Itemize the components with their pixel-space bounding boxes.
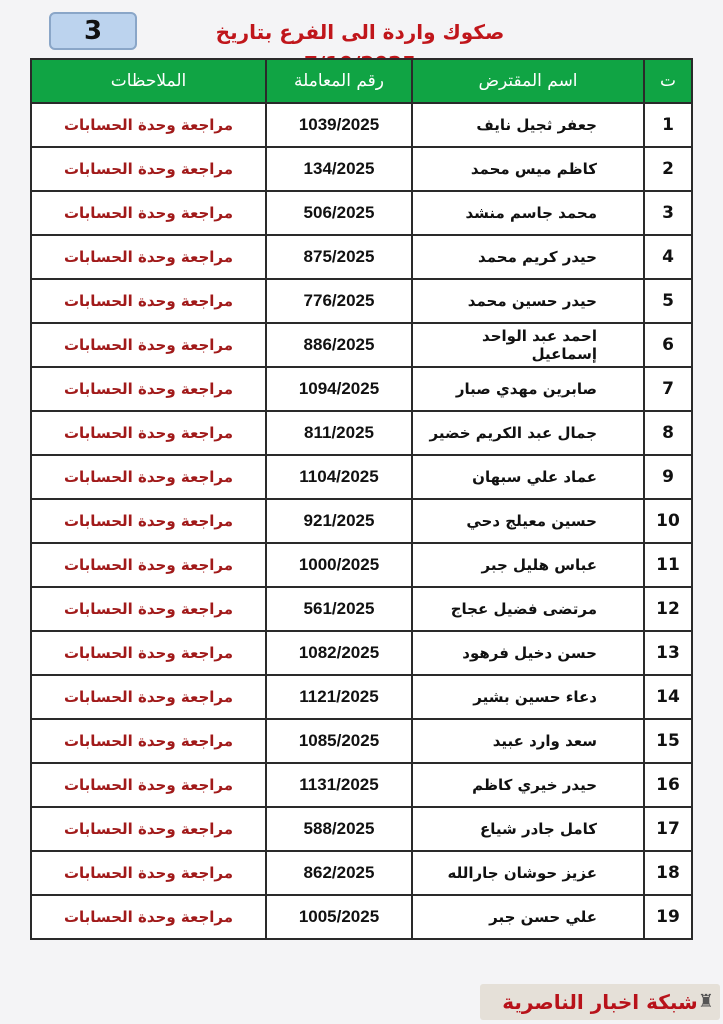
row-index: 12 (644, 587, 692, 631)
table-row (31, 587, 692, 631)
table-row (31, 675, 692, 719)
transaction-number: 921/2025 (266, 499, 412, 543)
row-index: 9 (644, 455, 692, 499)
row-index: 14 (644, 675, 692, 719)
row-index: 11 (644, 543, 692, 587)
table-row (31, 719, 692, 763)
transaction-number: 1104/2025 (266, 455, 412, 499)
row-note: مراجعة وحدة الحسابات (31, 543, 266, 587)
header-idx: ت (644, 59, 692, 103)
table-row (31, 367, 692, 411)
row-note: مراجعة وحدة الحسابات (31, 323, 266, 367)
row-index: 18 (644, 851, 692, 895)
table-row (31, 411, 692, 455)
loans-table-container (30, 58, 691, 940)
borrower-name: حيدر كريم محمد (412, 235, 644, 279)
borrower-name: حسن دخيل فرهود (412, 631, 644, 675)
transaction-number: 862/2025 (266, 851, 412, 895)
transaction-number: 886/2025 (266, 323, 412, 367)
borrower-name: كامل جادر شياع (412, 807, 644, 851)
row-index: 15 (644, 719, 692, 763)
header-name: اسم المقترض (412, 59, 644, 103)
row-index: 2 (644, 147, 692, 191)
table-row (31, 631, 692, 675)
table-row (31, 191, 692, 235)
table-body (31, 103, 692, 939)
borrower-name: علي حسن جبر (412, 895, 644, 939)
transaction-number: 875/2025 (266, 235, 412, 279)
transaction-number: 1005/2025 (266, 895, 412, 939)
row-note: مراجعة وحدة الحسابات (31, 279, 266, 323)
borrower-name: عزيز حوشان جارالله (412, 851, 644, 895)
row-index: 8 (644, 411, 692, 455)
table-row (31, 499, 692, 543)
row-index: 5 (644, 279, 692, 323)
borrower-name: كاظم ميس محمد (412, 147, 644, 191)
table-row (31, 763, 692, 807)
row-note: مراجعة وحدة الحسابات (31, 851, 266, 895)
row-note: مراجعة وحدة الحسابات (31, 367, 266, 411)
table-row (31, 235, 692, 279)
transaction-number: 561/2025 (266, 587, 412, 631)
table-row (31, 895, 692, 939)
transaction-number: 134/2025 (266, 147, 412, 191)
row-index: 13 (644, 631, 692, 675)
row-note: مراجعة وحدة الحسابات (31, 499, 266, 543)
transaction-number: 1094/2025 (266, 367, 412, 411)
borrower-name: جعفر ثجيل نايف (412, 103, 644, 147)
transaction-number: 1121/2025 (266, 675, 412, 719)
borrower-name: عماد علي سبهان (412, 455, 644, 499)
borrower-name: عباس هليل جبر (412, 543, 644, 587)
table-row (31, 543, 692, 587)
table-row (31, 147, 692, 191)
borrower-name: حيدر خيري كاظم (412, 763, 644, 807)
transaction-number: 1000/2025 (266, 543, 412, 587)
row-index: 6 (644, 323, 692, 367)
row-note: مراجعة وحدة الحسابات (31, 235, 266, 279)
row-index: 19 (644, 895, 692, 939)
row-index: 16 (644, 763, 692, 807)
row-note: مراجعة وحدة الحسابات (31, 455, 266, 499)
row-index: 3 (644, 191, 692, 235)
row-index: 4 (644, 235, 692, 279)
transaction-number: 1085/2025 (266, 719, 412, 763)
page-title: صكوك واردة الى الفرع بتاريخ (215, 20, 505, 44)
transaction-number: 588/2025 (266, 807, 412, 851)
table-row (31, 103, 692, 147)
table-row (31, 455, 692, 499)
transaction-number: 811/2025 (266, 411, 412, 455)
borrower-name: حيدر حسين محمد (412, 279, 644, 323)
row-note: مراجعة وحدة الحسابات (31, 411, 266, 455)
header-number: رقم المعاملة (266, 59, 412, 103)
row-note: مراجعة وحدة الحسابات (31, 895, 266, 939)
borrower-name: سعد وارد عبيد (412, 719, 644, 763)
transaction-number: 776/2025 (266, 279, 412, 323)
row-note: مراجعة وحدة الحسابات (31, 675, 266, 719)
table-row (31, 323, 692, 367)
row-note: مراجعة وحدة الحسابات (31, 719, 266, 763)
loans-table (30, 58, 693, 940)
page-number-badge: 3 (49, 12, 137, 50)
borrower-name: احمد عبد الواحد إسماعيل (412, 323, 644, 367)
borrower-name: حسين معيلج دحي (412, 499, 644, 543)
borrower-name: مرتضى فضيل عجاج (412, 587, 644, 631)
table-row (31, 279, 692, 323)
header-notes: الملاحظات (31, 59, 266, 103)
table-row (31, 851, 692, 895)
row-index: 17 (644, 807, 692, 851)
borrower-name: جمال عبد الكريم خضير (412, 411, 644, 455)
transaction-number: 1082/2025 (266, 631, 412, 675)
row-index: 1 (644, 103, 692, 147)
row-note: مراجعة وحدة الحسابات (31, 587, 266, 631)
borrower-name: محمد جاسم منشد (412, 191, 644, 235)
row-note: مراجعة وحدة الحسابات (31, 763, 266, 807)
borrower-name: صابرين مهدي صبار (412, 367, 644, 411)
watermark-text: شبكة اخبار الناصرية (502, 990, 698, 1014)
minaret-icon: ♜ (697, 991, 714, 1012)
row-note: مراجعة وحدة الحسابات (31, 147, 266, 191)
table-row (31, 807, 692, 851)
transaction-number: 1039/2025 (266, 103, 412, 147)
row-note: مراجعة وحدة الحسابات (31, 103, 266, 147)
transaction-number: 1131/2025 (266, 763, 412, 807)
row-index: 10 (644, 499, 692, 543)
table-header-row (31, 59, 692, 103)
row-index: 7 (644, 367, 692, 411)
watermark-logo (480, 984, 720, 1020)
row-note: مراجعة وحدة الحسابات (31, 807, 266, 851)
row-note: مراجعة وحدة الحسابات (31, 191, 266, 235)
borrower-name: دعاء حسين بشير (412, 675, 644, 719)
transaction-number: 506/2025 (266, 191, 412, 235)
row-note: مراجعة وحدة الحسابات (31, 631, 266, 675)
